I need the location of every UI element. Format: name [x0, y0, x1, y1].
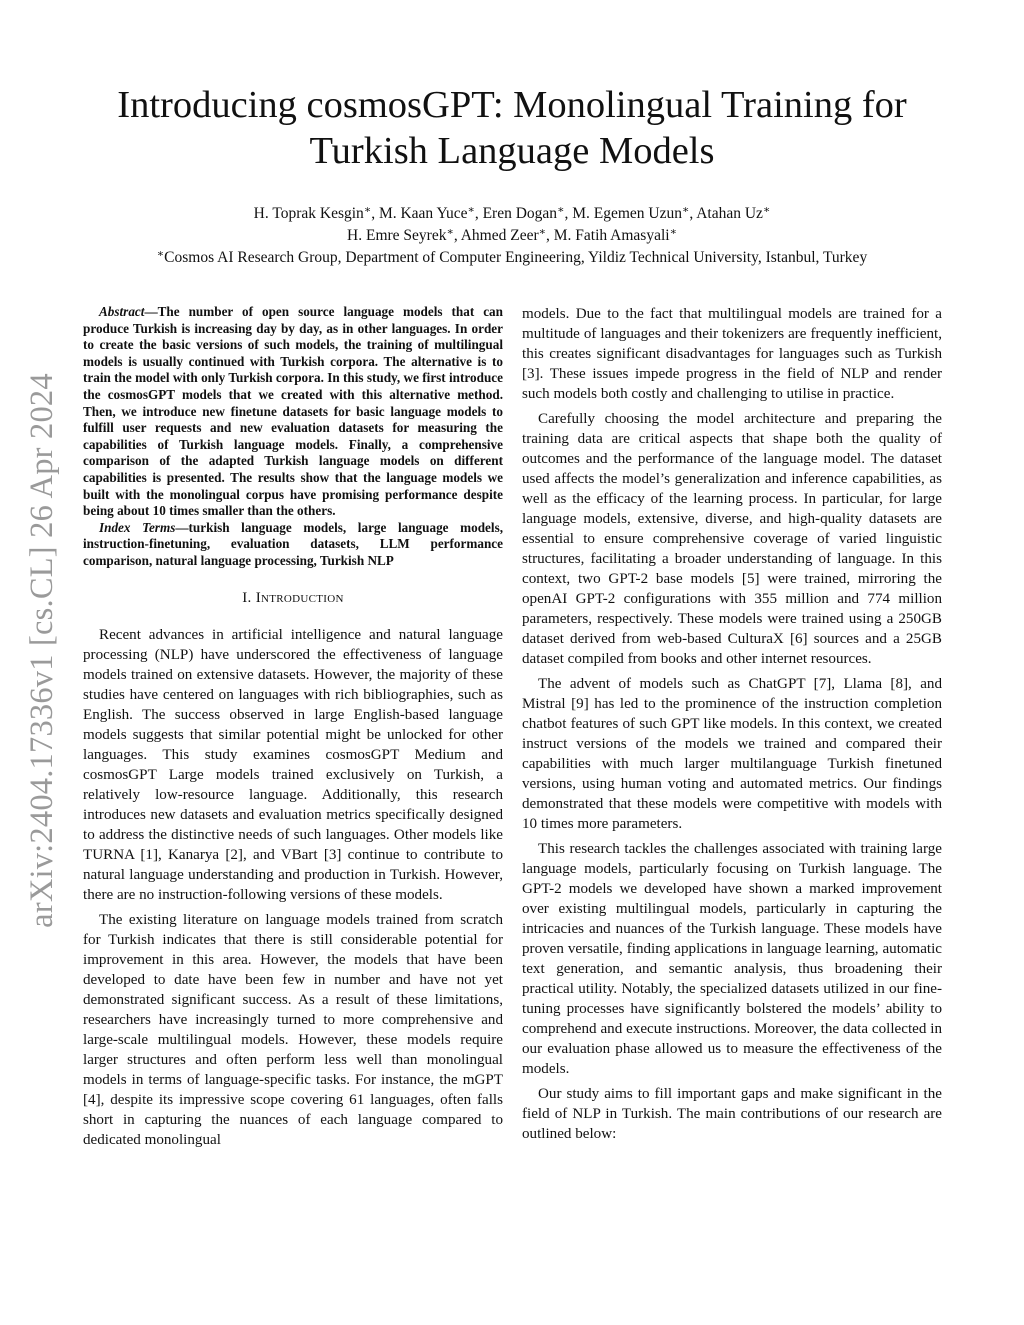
affiliation: ∗Cosmos AI Research Group, Department of Computer Engineering, Yildiz Technical University, Istanbul, Turkey — [156, 248, 868, 266]
paragraph: models. Due to the fact that multilingual models are trained for a multitude of languages and their tokenizers are frequently inefficient, this creates significant disadvantages for languages such as Turkish [3]. These issues impede progress in the field of NLP and render such models both costly and challenging to utilise in practice. — [522, 306, 942, 402]
left-column — [83, 304, 503, 1150]
abstract — [83, 304, 503, 520]
section-title: Introduction — [255, 589, 344, 606]
index-terms — [83, 520, 503, 570]
arxiv-identifier: arXiv:2404.17336v1 [cs.CL] 26 Apr 2024 — [23, 372, 60, 928]
index-terms-label: Index Terms — [99, 519, 176, 535]
paragraph: Carefully choosing the model architecture and preparing the training data are critical aspects that shape both the quality of outcomes and the performance of the language model. The dataset used affects the model’s generalization and inference capabilities, as well as the efficacy of the learning process. In particular, for large language models, extensive, diverse, and high-quality datasets are essential to ensure comprehensive coverage of varied linguistic structures, facilitating a broader understanding of language. In this context, two GPT-2 base models [5] were trained, mirroring the openAI GPT-2 configurations with 355 million and 774 million parameters, respectively. These models were trained using a 250GB dataset derived from web-based CulturaX [6] sources and a 25GB dataset compiled from books and other internet resources. — [522, 411, 942, 667]
index-terms-text: —turkish language models, large language models, instruction-finetuning, evaluation datasets, LLM performance comparison, natural language processing, Turkish NLP — [83, 519, 503, 568]
paragraph: The advent of models such as ChatGPT [7], Llama [8], and Mistral [9] has led to the prominence of the instruction completion chatbot features of such GPT like models. In this context, we created instruct versions of the models we trained and compared their capabilities with much larger multilanguage Turkish finetuned versions, using human voting and automated metrics. Our findings demonstrated that these models were competitive with models with 10 times more parameters. — [522, 676, 942, 832]
right-column — [522, 304, 942, 1144]
paper-title — [60, 82, 964, 174]
author-block — [60, 203, 964, 269]
section-heading — [83, 588, 503, 608]
title-line-2: Turkish Language Models — [309, 130, 715, 172]
title-line-1: Introducing cosmosGPT: Monolingual Training for — [117, 84, 907, 126]
abstract-text: —The number of open source language models that can produce Turkish is increasing day by day, as in other languages. In order to create the basic versions of such models, the training of multilingual models is usually continued with Turkish corpora. The alternative is to train the model with only Turkish corpora. In this study, we first introduce the cosmosGPT models that we created with this alternative method. Then, we introduce new finetune datasets for basic language models to fulfill user requests and new evaluation datasets for measuring the capabilities of Turkish language models. Finally, a comprehensive comparison of the adapted Turkish language models on different capabilities is presented. The results show that the language models we built with the monolingual corpus have promising performance despite being about 10 times smaller than the others. — [83, 304, 503, 519]
paragraph: The existing literature on language models trained from scratch for Turkish indicates that there is still considerable potential for improvement in this area. However, the models that have been developed to date have been few in number and have not yet demonstrated significant success. As a result of these limitations, researchers have increasingly turned to more comprehensive and large-scale multilingual models. However, these models require larger structures and often perform less well than monolingual models in terms of language-specific tasks. For instance, the mGPT [4], despite its impressive scope covering 61 languages, often falls short in capturing the nuances of each language compared to dedicated monolingual — [83, 911, 503, 1148]
authors-line-2: H. Emre Seyrek∗, Ahmed Zeer∗, M. Fatih Amasyali∗ — [347, 226, 677, 244]
arxiv-side-label — [20, 355, 64, 945]
paragraph: Our study aims to fill important gaps and make significant in the field of NLP in Turkish. The main contributions of our research are outlined below: — [522, 1086, 942, 1142]
paragraph: This research tackles the challenges associated with training large language models, particularly focusing on Turkish language. The GPT-2 models we developed have shown a marked improvement over existing multilingual models, particularly in capturing the intricacies and nuances of the Turkish language. These models have proven versatile, finding applications in language learning, automatic text generation, and semantic analysis, thus broadening their practical utility. Notably, the specialized datasets utilized in our fine-tuning processes have significantly bolstered the models’ ability to comprehend and execute instructions. Moreover, the data collected in our evaluation phase allowed us to measure the effectiveness of the models. — [522, 841, 942, 1077]
authors-line-1: H. Toprak Kesgin∗, M. Kaan Yuce∗, Eren Dogan∗, M. Egemen Uzun∗, Atahan Uz∗ — [253, 204, 771, 222]
paragraph: Recent advances in artificial intelligence and natural language processing (NLP) have underscored the effectiveness of language models trained on extensive datasets. However, the majority of these studies have centered on languages with rich bibliographies, such as English. The success observed in large English-based language models suggests that similar potential might be unlocked for other languages. This study examines cosmosGPT Medium and cosmosGPT Large models trained exclusively on Turkish, a relatively low-resource language. Additionally, this research introduces new datasets and evaluation metrics specifically designed to address the distinctive needs of such languages. Other models like TURNA [1], Kanarya [2], and VBart [3] continue to contribute to natural language understanding and production in Turkish. However, there are no instruction-following versions of these models. — [83, 626, 503, 903]
section-number: I. — [242, 589, 252, 606]
abstract-label: Abstract — [99, 304, 145, 319]
